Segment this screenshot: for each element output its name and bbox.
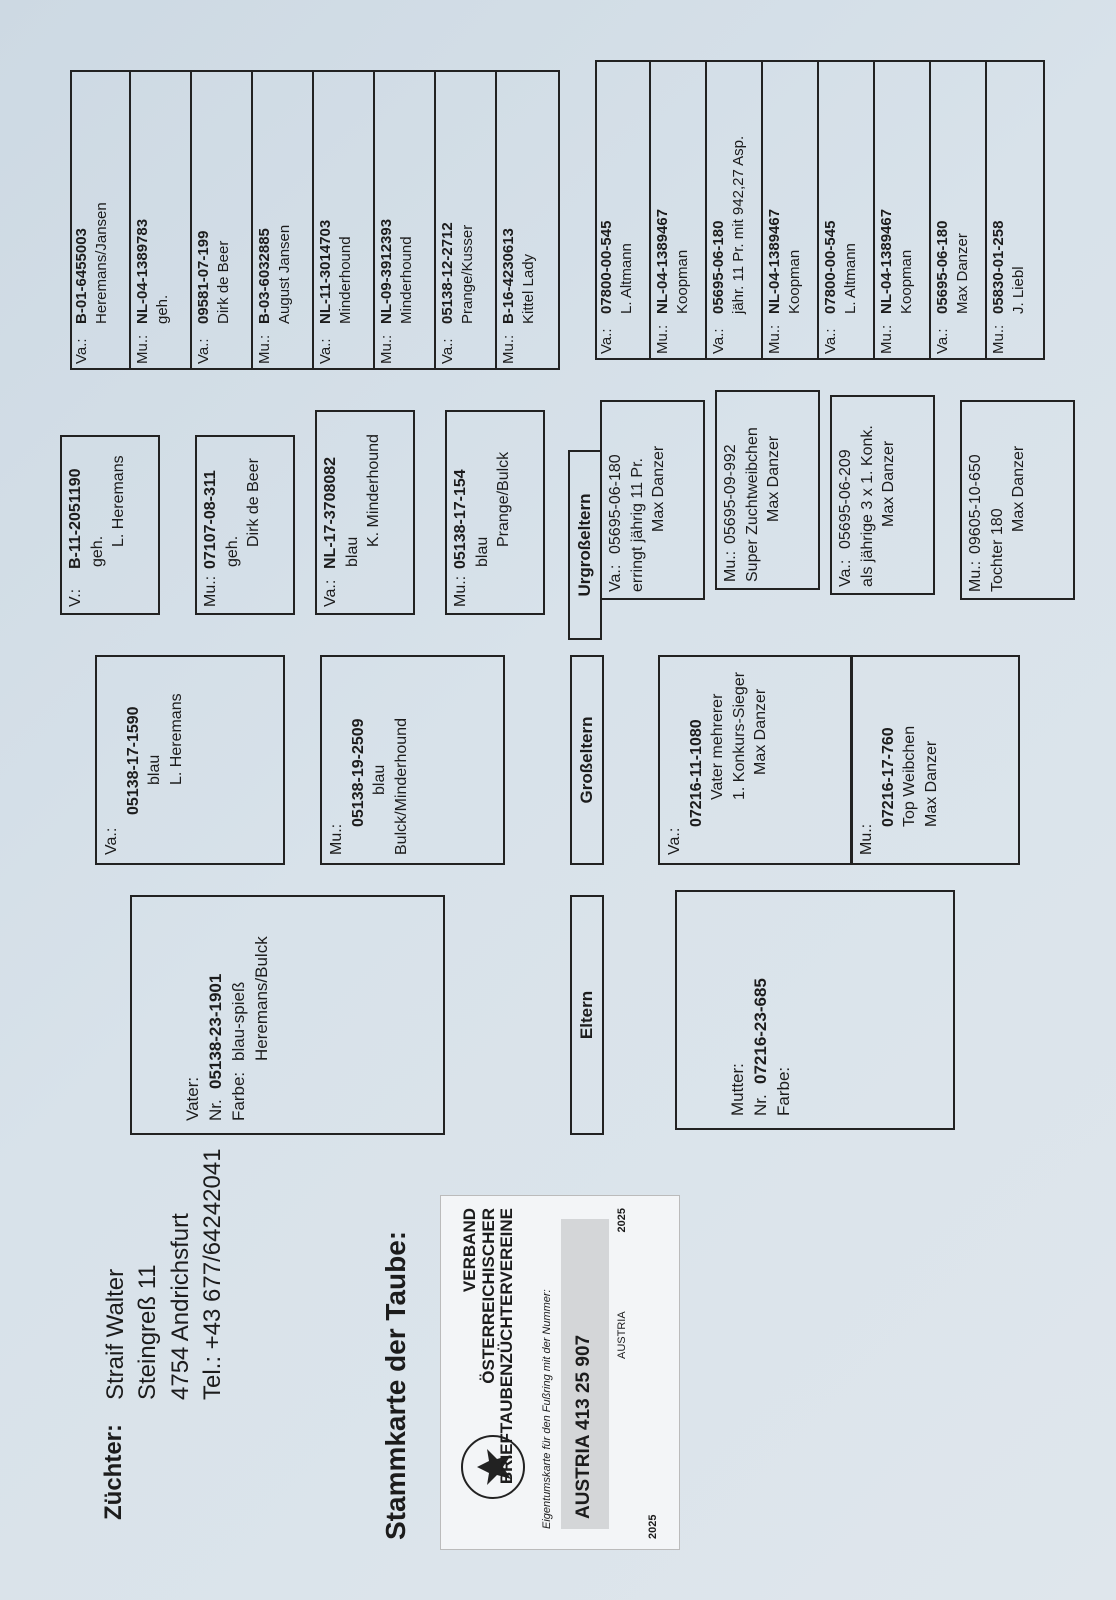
father-nr-label: Nr. — [205, 1099, 225, 1121]
gen4-ring-number: 05138-12-2712 — [439, 222, 456, 324]
gen4-line1: Max Danzer — [953, 233, 971, 314]
great-grandparent-3 — [315, 410, 415, 615]
gg-ring-number: B-11-2051190 — [67, 468, 84, 569]
gen4-ring-number: NL-04-1389467 — [654, 208, 671, 314]
gen4-cell — [131, 70, 192, 370]
ring-number-field — [561, 1219, 609, 1529]
breeder-city: 4754 Andrichsfurt — [166, 1213, 194, 1400]
gen4-ring-number: 09581-07-199 — [195, 230, 212, 324]
great-grandparent-7 — [830, 395, 935, 595]
gen4-ring-number: NL-09-3912393 — [378, 218, 395, 324]
gg-line1: erringt jährig 11 Pr. — [628, 458, 646, 592]
gen4-ring-number: NL-04-1389467 — [766, 208, 783, 314]
great-grandparent-8 — [960, 400, 1075, 600]
great-grandparent-6 — [715, 390, 820, 590]
ring-country: AUSTRIA — [616, 1311, 628, 1359]
mother-color-label: Farbe: — [773, 1066, 793, 1116]
gen4-ring-number: 05830-01-258 — [990, 220, 1007, 314]
ring-year-right: 2025 — [616, 1208, 628, 1233]
gg-label: V.: — [67, 588, 84, 607]
gg-line2: Max Danzer — [650, 445, 668, 532]
ring-card-line2: ÖSTERREICHISCHER — [478, 1208, 498, 1384]
gg-label: Va.: — [837, 559, 854, 587]
gen4-line1: J. Liebl — [1009, 266, 1027, 314]
great-grandparent-5 — [600, 400, 705, 600]
ring-card-verband: VERBAND — [460, 1208, 479, 1293]
gen4-cell — [375, 70, 436, 370]
gen4-cell — [763, 60, 819, 360]
gg-ring-number: NL-17-3708082 — [322, 456, 339, 569]
gg-ring-number: 07107-08-311 — [202, 470, 219, 569]
breeder-street: Steingreß 11 — [134, 1264, 162, 1400]
ring-card — [440, 1195, 680, 1550]
grandparent-ff: Va.: 05138-17-1590 blau L. Heremans — [95, 655, 285, 865]
gen4-ring-number: 07800-00-545 — [822, 220, 839, 314]
gen4-line1: jähr. 11 Pr. mit 942,27 Asp. — [729, 135, 747, 314]
page-title: Stammkarte der Taube: — [380, 1230, 411, 1540]
gen4-line1: August Jansen — [275, 224, 293, 324]
gen4-cell — [436, 70, 497, 370]
header-grosseltern: Großeltern — [570, 655, 604, 865]
gen4-ring-number: B-16-4230613 — [500, 228, 517, 324]
gg-ring-number: 09605-10-650 — [967, 454, 984, 554]
gen4-label: Mu.: — [134, 334, 151, 364]
gen4-line1: Minderhound — [336, 236, 354, 324]
gen4-label: Va.: — [710, 328, 727, 354]
gg-line1: Super Zuchtweibchen — [743, 427, 761, 582]
gen4-line1: Heremans/Jansen — [92, 202, 110, 324]
ring-card-line3: BRIEFTAUBENZÜCHTERVEREINE — [497, 1208, 517, 1485]
gen4-line1: Prange/Kusser — [458, 224, 476, 324]
gen4-ring-number: B-03-6032885 — [256, 228, 273, 324]
gg-line1: geh. — [223, 535, 241, 567]
gen4-label: Mu.: — [378, 334, 395, 364]
gen4-label: Mu.: — [766, 324, 783, 354]
gen4-label: Va.: — [73, 338, 90, 364]
great-grandparent-4 — [445, 410, 545, 615]
gen4-label: Va.: — [439, 338, 456, 364]
ring-number: AUSTRIA 413 25 907 — [573, 1334, 594, 1519]
gen4-ring-number: NL-11-3014703 — [317, 219, 334, 324]
grandparent-mf: Va.: 07216-11-1080 Vater mehrerer 1. Konkurs-Sieger Max Danzer — [658, 655, 853, 865]
father-color: blau-spieß — [228, 981, 248, 1061]
gen4-cell — [70, 70, 131, 370]
gen4-cell — [253, 70, 314, 370]
gg-line2: Max Danzer — [1010, 445, 1028, 532]
father-box — [130, 895, 445, 1135]
gg-ring-number: 05138-17-154 — [452, 469, 469, 569]
gen4-label: Va.: — [822, 328, 839, 354]
breeder-label: Züchter: — [100, 1424, 127, 1520]
gen4-label: Mu.: — [256, 334, 273, 364]
gen4-cell — [651, 60, 707, 360]
gg-line2: Prange/Bulck — [495, 451, 513, 547]
grandparent-fm: Mu.: 05138-19-2509 blau Bulck/Minderhound — [320, 655, 505, 865]
gg-line2: K. Minderhound — [365, 434, 383, 547]
gen4-cell — [497, 70, 558, 370]
gen4-cell — [987, 60, 1043, 360]
breeder-phone: Tel.: +43 677/64242041 — [199, 1148, 227, 1400]
gg-line1: Tochter 180 — [988, 508, 1006, 592]
gg-label: Mu.: — [452, 575, 469, 607]
mother-box — [675, 890, 955, 1130]
gg-line1: blau — [473, 536, 491, 567]
gen4-label: Mu.: — [990, 324, 1007, 354]
gen4-ring-number: B-01-6455003 — [73, 228, 90, 324]
gg-label: Mu.: — [722, 550, 739, 582]
gen4-ring-number: NL-04-1389467 — [878, 208, 895, 314]
gg-label: Mu.: — [202, 575, 219, 607]
mother-label: Mutter: — [728, 1063, 747, 1116]
gg-line1: blau — [343, 536, 361, 567]
header-urgrosseltern: Urgroßeltern — [568, 450, 602, 640]
gen4-label: Mu.: — [878, 324, 895, 354]
ring-card-subtitle: Eigentumskarte für den Fußring mit der Nummer: — [541, 1289, 553, 1529]
grandparent-mm: Mu.: 07216-17-760 Top Weibchen Max Danzer — [850, 655, 1020, 865]
gen4-label: Va.: — [317, 338, 334, 364]
gen4-label: Mu.: — [654, 324, 671, 354]
gen4-line1: L. Altmann — [617, 243, 635, 314]
header-eltern: Eltern — [570, 895, 604, 1135]
gen4-cell — [931, 60, 987, 360]
father-nr: 05138-23-1901 — [205, 973, 225, 1089]
father-line: Heremans/Bulck — [251, 936, 271, 1061]
gg-ring-number: 05695-06-209 — [837, 449, 854, 549]
gen4-line1: Koopman — [897, 249, 915, 314]
gg-label: Mu.: — [967, 560, 984, 592]
gen4-cell — [819, 60, 875, 360]
gen4-ring-number: 05695-06-180 — [710, 220, 727, 314]
gen4-line1: Kittel Lady — [519, 253, 537, 324]
gg-line2: Dirk de Beer — [245, 458, 263, 547]
gg-line2: Max Danzer — [880, 440, 898, 527]
great-grandparent-2 — [195, 435, 295, 615]
gen4-line1: Minderhound — [397, 236, 415, 324]
great-grandparent-1 — [60, 435, 160, 615]
gen4-line1: Koopman — [785, 249, 803, 314]
gen4-label: Va.: — [195, 338, 212, 364]
breeder-block — [100, 1148, 230, 1520]
gen4-ring-number: 07800-00-545 — [598, 220, 615, 314]
gen4-line1: geh. — [153, 294, 171, 324]
gen4-line1: Dirk de Beer — [214, 240, 232, 324]
ring-year-left: 2025 — [647, 1514, 659, 1539]
gg-label: Va.: — [607, 564, 624, 592]
gen4-label: Va.: — [934, 328, 951, 354]
gen4-cell — [595, 60, 651, 360]
mother-nr-label: Nr. — [750, 1094, 770, 1116]
gg-line2: Max Danzer — [765, 435, 783, 522]
gen4-cell — [875, 60, 931, 360]
gg-ring-number: 05695-06-180 — [607, 454, 624, 554]
gen4-line1: Koopman — [673, 249, 691, 314]
gg-label: Va.: — [322, 579, 339, 607]
father-color-label: Farbe: — [228, 1071, 248, 1121]
gg-line2: L. Heremans — [110, 455, 128, 547]
mother-nr: 07216-23-685 — [750, 978, 770, 1084]
gen4-ring-number: NL-04-1389783 — [134, 218, 151, 324]
father-label: Vater: — [183, 1076, 202, 1121]
gen4-ring-number: 05695-06-180 — [934, 220, 951, 314]
gen4-cell — [192, 70, 253, 370]
gen4-label: Mu.: — [500, 334, 517, 364]
gen4-label: Va.: — [598, 328, 615, 354]
gg-ring-number: 05695-09-992 — [722, 444, 739, 544]
gen4-line1: L. Altmann — [841, 243, 859, 314]
gg-line1: geh. — [88, 535, 106, 567]
gg-line1: als jährige 3 x 1. Konk. — [858, 425, 876, 587]
gen4-cell — [314, 70, 375, 370]
breeder-name: Straif Walter — [102, 1268, 129, 1400]
gen4-cell — [707, 60, 763, 360]
